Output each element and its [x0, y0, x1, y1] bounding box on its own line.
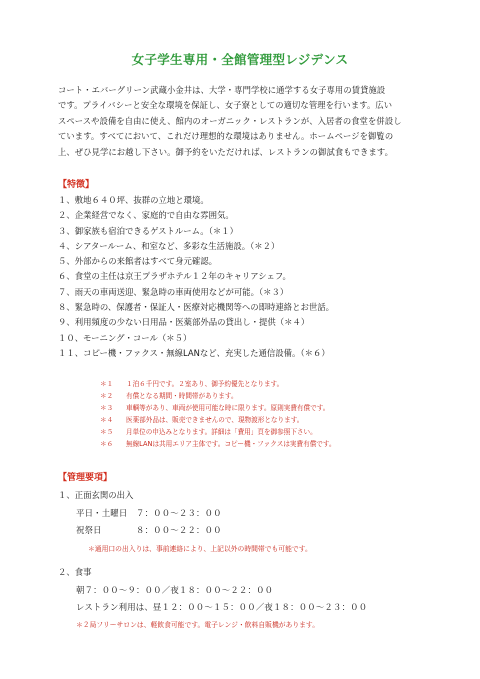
features-list [58, 193, 448, 361]
footnote-text: 無線LANは共用エリア主体です。コピー機・ファクスは実費有償です。 [126, 439, 336, 448]
management-heading: 【管理要項】 [58, 473, 113, 483]
entrance-note: ＊通用口の出入りは、事前連絡により、上記以外の時間帯でも可能です。 [88, 545, 312, 553]
footnote [100, 391, 460, 403]
footnote-text: 月単位の申込みとなります。詳細は「費用」頁を御参照下さい。 [126, 427, 317, 436]
feature-item: ７、雨天の車両送迎、緊急時の車両使用などが可能。（＊３） [58, 286, 289, 297]
feature-item: ９、利用頻度の少ない日用品・医薬部外品の貸出し・提供（＊４） [58, 317, 310, 328]
feature-item: ５、外部からの来館者はすべて身元確認。 [58, 256, 217, 267]
meals-heading: ２、食事 [58, 567, 92, 577]
footnote [100, 415, 460, 427]
feature-item: ６、食堂の主任は京王プラザホテル１２年のキャリアシェフ。 [58, 271, 291, 282]
weekday-hours: ７：００〜２３：００ [136, 508, 222, 518]
footnote [100, 427, 460, 439]
footnote [100, 379, 460, 391]
feature-item: １０、モーニング・コール（＊５） [58, 332, 192, 343]
footnote-text: 有償となる期間・時間帯があります。 [126, 391, 238, 400]
meals-note: ＊２局フリーサロンは、軽飲食可能です。電子レンジ・飲料自販機があります。 [76, 621, 319, 629]
holiday-hours: ８：００〜２２：００ [136, 525, 222, 535]
intro-line: ています。すべてにおいて、これだけ理想的な環境はありません。ホームページを御覧の [58, 131, 394, 142]
footnote-text: １泊６千円です。２室あり、御予約優先となります。 [126, 380, 284, 388]
feature-item: ４、シアタールーム、和室など、多彩な生活施設。（＊２） [58, 240, 280, 251]
feature-item: ８、緊急時の、保護者・保証人・医療対応機関等への即時連絡とお世話。 [58, 302, 335, 313]
feature-item: ３、御家族も宿泊できるゲストルーム。（＊１） [58, 225, 238, 236]
entrance-heading: １、正面玄関の出入 [58, 490, 134, 500]
footnote-text: 車輌等があり、車両が使用可能な時に限ります。原則実費有償です。 [126, 403, 330, 412]
features-heading: 【特徴】 [58, 180, 95, 190]
intro-paragraph [58, 83, 438, 160]
meal-hours: 朝７：００〜９：００／夜１８：００〜２２：００ [76, 585, 274, 595]
footnote-mark: ＊２ [100, 391, 114, 400]
footnote-mark: ＊６ [100, 439, 114, 448]
restaurant-hours: レストラン利用は、昼１２：００〜１５：００／夜１８：００〜２３：００ [76, 602, 368, 612]
holiday-label: 祝祭日 [76, 525, 102, 535]
intro-line: コート・エバーグリーン武蔵小金井は、大学・専門学校に通学する女子専用の賃貸施設 [58, 85, 386, 95]
intro-line: 上、ぜひ見学にお越し下さい。御予約をいただければ、レストランの御試食もできます。 [58, 146, 393, 157]
feature-item: ２、企業経営でなく、家庭的で自由な雰囲気。 [58, 210, 234, 221]
footnote-text: 医薬部外品は、販売できませんので、現物渡形となります。 [126, 415, 304, 424]
footnote [100, 403, 460, 415]
footnote-mark: ＊３ [100, 403, 114, 412]
page-title: 女子学生専用・全館管理型レジデンス [131, 52, 349, 67]
intro-line: スペースや設備を自由に使え、館内のオーガニック・レストランが、入居者の食堂を併設し [58, 115, 402, 126]
weekday-label: 平日・土曜日 [76, 508, 128, 518]
footnote [100, 439, 460, 451]
intro-line: です。プライバシーと安全な環境を保証し、女子寮としての適切な管理を行います。広い [58, 100, 393, 111]
feature-item: １１、コピー機・ファクス・無線LANなど、充実した通信設備。（＊６） [58, 347, 330, 358]
footnotes [100, 379, 460, 450]
footnote-mark: ＊４ [100, 415, 114, 424]
footnote-mark: ＊１ [100, 380, 114, 388]
feature-item: １、敷地６４０坪、抜群の立地と環境。 [58, 195, 209, 205]
footnote-mark: ＊５ [100, 427, 114, 436]
